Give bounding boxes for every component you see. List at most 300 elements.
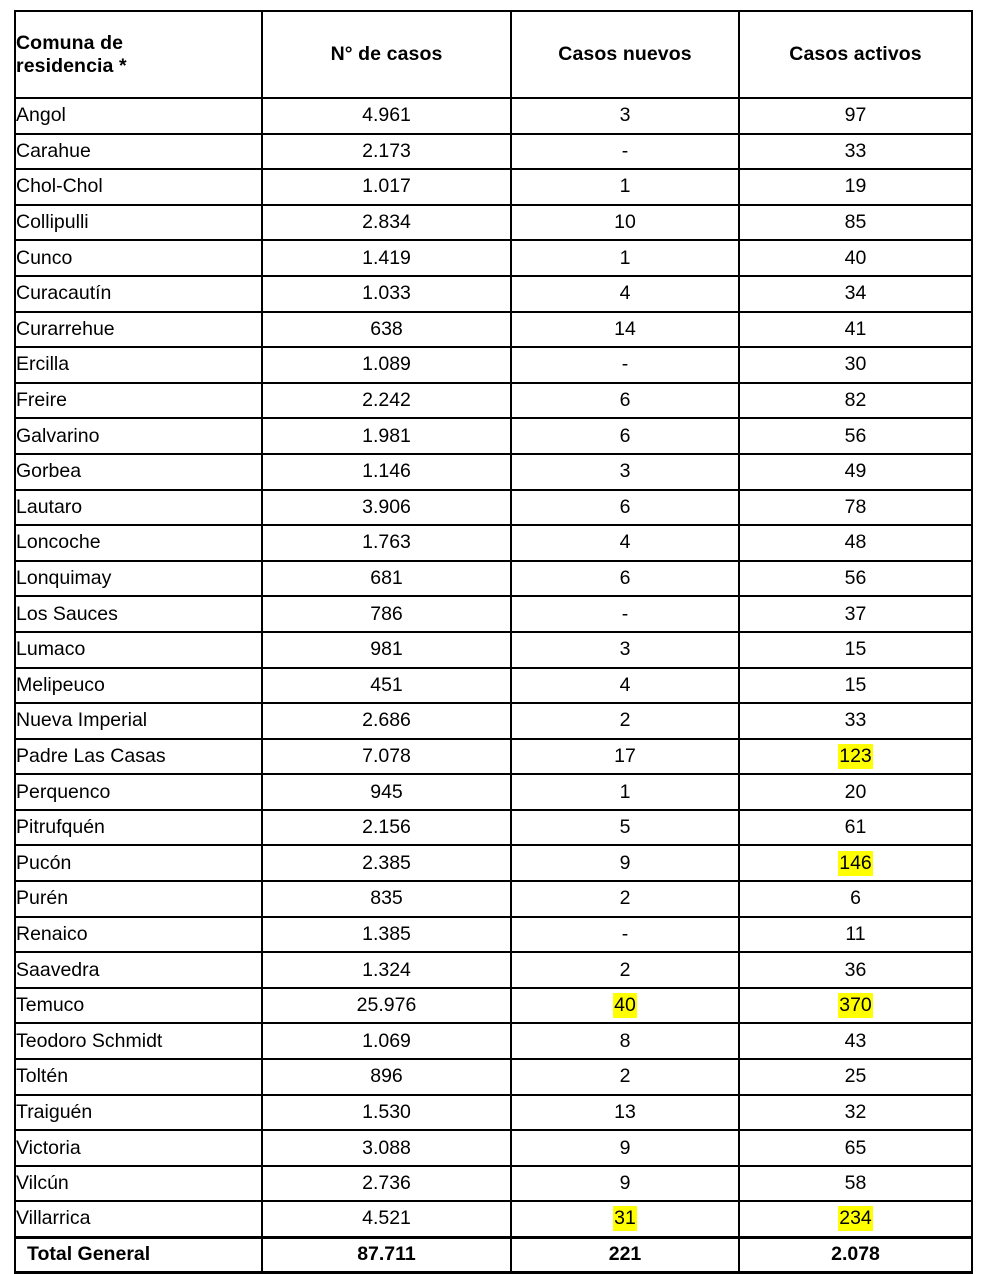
column-header-comuna [15, 11, 262, 98]
table-row [15, 240, 972, 276]
cell-casos-nuevos [511, 952, 739, 988]
cell-casos-value: 1.089 [362, 353, 411, 376]
cell-comuna [15, 774, 262, 810]
cell-casos-nuevos [511, 1095, 739, 1131]
cases-by-commune-table [14, 10, 973, 1274]
cell-casos-value: 1.419 [362, 246, 411, 269]
cell-casos [262, 525, 511, 561]
cell-comuna [15, 596, 262, 632]
cell-casos [262, 1166, 511, 1202]
cell-casos-nuevos-value: 2 [619, 709, 631, 732]
cell-comuna-value: Purén [16, 887, 69, 910]
cell-casos-activos [739, 490, 972, 526]
cell-casos-nuevos [511, 134, 739, 170]
cell-comuna [15, 845, 262, 881]
table-row [15, 1095, 972, 1131]
cell-casos-activos [739, 205, 972, 241]
cell-casos [262, 1201, 511, 1237]
table-row [15, 525, 972, 561]
cell-casos-nuevos [511, 810, 739, 846]
total-casos-nuevos [511, 1237, 739, 1273]
cell-casos-nuevos-value: 1 [619, 780, 631, 803]
table-row [15, 810, 972, 846]
cell-casos-nuevos [511, 1201, 739, 1237]
table-row [15, 312, 972, 348]
cell-casos-activos [739, 917, 972, 953]
cell-comuna [15, 810, 262, 846]
table-row [15, 383, 972, 419]
cell-casos-activos-value: 85 [844, 211, 867, 234]
cell-comuna [15, 1201, 262, 1237]
cell-comuna [15, 169, 262, 205]
cell-casos-value: 4.521 [362, 1207, 411, 1230]
cell-comuna-value: Ercilla [16, 353, 70, 376]
cell-casos-activos [739, 134, 972, 170]
table-row [15, 739, 972, 775]
cell-casos-activos-value: 41 [844, 317, 867, 340]
cell-comuna-value: Los Sauces [16, 602, 118, 625]
cell-comuna-value: Nueva Imperial [16, 709, 148, 732]
table-row [15, 134, 972, 170]
cell-casos-nuevos-value: 17 [614, 744, 636, 767]
cell-comuna [15, 1095, 262, 1131]
cell-casos-activos-value: 32 [844, 1100, 867, 1123]
cell-casos-nuevos-value: - [621, 353, 629, 376]
cell-casos-activos [739, 703, 972, 739]
table-row [15, 169, 972, 205]
cell-casos-activos-value: 97 [844, 104, 867, 127]
cell-casos-activos [739, 276, 972, 312]
table-row [15, 845, 972, 881]
cell-comuna [15, 952, 262, 988]
cell-casos-nuevos [511, 240, 739, 276]
cell-casos-value: 1.981 [362, 424, 411, 447]
table-row [15, 632, 972, 668]
cell-casos-activos [739, 383, 972, 419]
cell-casos-activos-value: 58 [844, 1172, 867, 1195]
cell-casos-value: 2.173 [362, 139, 411, 162]
cell-casos [262, 881, 511, 917]
cell-casos-nuevos-value: 3 [619, 460, 631, 483]
total-casos-value: 87.711 [357, 1243, 416, 1266]
cell-casos-activos [739, 169, 972, 205]
cell-casos-activos-value: 43 [844, 1029, 867, 1052]
cell-comuna-value: Toltén [16, 1065, 69, 1088]
cell-casos-value: 4.961 [362, 104, 411, 127]
cell-casos-activos [739, 454, 972, 490]
cell-casos-nuevos [511, 845, 739, 881]
cell-casos-nuevos [511, 418, 739, 454]
cell-comuna [15, 383, 262, 419]
total-label [15, 1237, 262, 1273]
cell-casos-activos-value: 25 [844, 1065, 867, 1088]
cell-casos-nuevos [511, 1130, 739, 1166]
cell-casos-activos [739, 668, 972, 704]
cell-comuna-value: Galvarino [16, 424, 100, 447]
cell-casos [262, 205, 511, 241]
cell-casos-value: 638 [370, 317, 403, 340]
cell-casos [262, 703, 511, 739]
cell-comuna-value: Collipulli [16, 211, 89, 234]
cell-casos-nuevos [511, 312, 739, 348]
cell-comuna [15, 276, 262, 312]
cell-comuna-value: Carahue [16, 139, 91, 162]
cell-comuna-value: Pucón [16, 851, 72, 874]
cell-comuna-value: Angol [16, 104, 66, 127]
cell-casos [262, 632, 511, 668]
cell-comuna-value: Perquenco [16, 780, 111, 803]
cell-casos-activos-value: 49 [844, 460, 867, 483]
cell-casos-value: 1.324 [362, 958, 411, 981]
table-row [15, 703, 972, 739]
cell-casos-nuevos-value: - [621, 922, 629, 945]
cell-casos-nuevos [511, 1166, 739, 1202]
cell-casos-activos [739, 418, 972, 454]
cell-casos-nuevos [511, 347, 739, 383]
cell-comuna [15, 881, 262, 917]
cell-comuna [15, 240, 262, 276]
table-row [15, 596, 972, 632]
cell-casos-value: 1.763 [362, 531, 411, 554]
cell-casos-nuevos-value: 40 [614, 994, 636, 1017]
cell-comuna-value: Saavedra [16, 958, 100, 981]
cell-casos-nuevos [511, 98, 739, 134]
cell-casos-activos-value: 20 [844, 780, 867, 803]
cell-casos-nuevos [511, 774, 739, 810]
cell-casos-activos-value: 19 [844, 175, 867, 198]
cell-comuna-value: Villarrica [16, 1207, 91, 1230]
cell-casos-nuevos-value: 9 [619, 1172, 631, 1195]
cell-casos [262, 774, 511, 810]
cell-casos [262, 739, 511, 775]
cell-casos-nuevos-value: 3 [619, 638, 631, 661]
cell-casos-value: 835 [370, 887, 403, 910]
cell-casos [262, 917, 511, 953]
cell-comuna [15, 561, 262, 597]
table-row [15, 1201, 972, 1237]
cell-comuna [15, 703, 262, 739]
cell-casos-activos [739, 347, 972, 383]
cell-casos [262, 169, 511, 205]
cell-casos-nuevos-value: 2 [619, 887, 631, 910]
cell-casos-activos-value: 65 [844, 1136, 867, 1159]
cell-casos-value: 2.242 [362, 389, 411, 412]
cell-casos [262, 490, 511, 526]
cell-casos-value: 896 [370, 1065, 403, 1088]
cell-casos-value: 681 [370, 567, 403, 590]
cell-casos [262, 1023, 511, 1059]
cell-casos-activos-value: 61 [844, 816, 867, 839]
cell-comuna [15, 917, 262, 953]
cell-casos-activos [739, 774, 972, 810]
cell-comuna-value: Loncoche [16, 531, 101, 554]
table-row [15, 1023, 972, 1059]
cell-casos-nuevos-value: 6 [619, 567, 631, 590]
cell-casos-activos [739, 739, 972, 775]
table-row [15, 1166, 972, 1202]
cell-casos-activos-value: 11 [845, 922, 866, 945]
cell-casos-nuevos-value: 1 [619, 246, 631, 269]
cell-casos-value: 3.906 [362, 495, 411, 518]
cell-casos [262, 1130, 511, 1166]
cell-casos-value: 3.088 [362, 1136, 411, 1159]
table-row [15, 98, 972, 134]
cell-comuna-value: Lautaro [16, 495, 83, 518]
total-casos [262, 1237, 511, 1273]
cell-comuna-value: Cunco [16, 246, 73, 269]
cell-casos-nuevos-value: 1 [619, 175, 631, 198]
table-row [15, 1130, 972, 1166]
cell-casos-value: 7.078 [362, 744, 411, 767]
cell-casos-nuevos [511, 1023, 739, 1059]
cell-comuna [15, 134, 262, 170]
table-header [15, 11, 972, 98]
cell-casos-activos [739, 561, 972, 597]
cell-casos-activos-value: 15 [844, 673, 867, 696]
column-header-casos: N° de casos [262, 11, 511, 98]
cell-casos-activos [739, 596, 972, 632]
column-header-comuna-line2: residencia * [16, 54, 127, 77]
cell-casos-nuevos-value: 4 [619, 531, 631, 554]
cell-casos-nuevos [511, 632, 739, 668]
cell-casos-nuevos [511, 561, 739, 597]
cell-comuna-value: Curarrehue [16, 317, 115, 340]
cell-casos-nuevos [511, 383, 739, 419]
cell-casos-nuevos-value: 6 [619, 389, 631, 412]
cell-casos-activos [739, 525, 972, 561]
cell-casos-nuevos [511, 739, 739, 775]
cell-comuna-value: Temuco [16, 994, 85, 1017]
cell-comuna-value: Padre Las Casas [16, 744, 166, 767]
cell-comuna [15, 418, 262, 454]
total-casos-activos [739, 1237, 972, 1273]
cell-comuna-value: Renaico [16, 922, 88, 945]
cell-casos-nuevos [511, 596, 739, 632]
cell-casos-activos [739, 1023, 972, 1059]
cell-casos-value: 1.069 [362, 1029, 411, 1052]
cell-casos-activos-value: 48 [844, 531, 867, 554]
cell-casos-activos-value: 33 [844, 139, 867, 162]
cell-casos-activos [739, 881, 972, 917]
cell-casos-nuevos-value: 9 [619, 1136, 631, 1159]
cell-casos-value: 2.834 [362, 211, 411, 234]
table-row [15, 205, 972, 241]
cell-casos-activos-value: 36 [844, 958, 867, 981]
table-row [15, 988, 972, 1024]
cell-casos-nuevos-value: 4 [619, 282, 631, 305]
cell-casos-activos [739, 1095, 972, 1131]
cell-casos-nuevos [511, 881, 739, 917]
cell-comuna [15, 490, 262, 526]
cell-casos [262, 596, 511, 632]
cell-casos-nuevos-value: 6 [619, 495, 631, 518]
table-row [15, 881, 972, 917]
table-row [15, 952, 972, 988]
cell-casos-activos [739, 98, 972, 134]
cases-by-commune-table-container [14, 10, 971, 1274]
cell-casos-nuevos-value: 10 [614, 211, 636, 234]
cell-casos-nuevos [511, 703, 739, 739]
cell-casos-activos [739, 845, 972, 881]
cell-comuna [15, 739, 262, 775]
cell-casos-nuevos [511, 205, 739, 241]
cell-casos-value: 1.385 [362, 922, 411, 945]
cell-casos-value: 981 [370, 638, 403, 661]
table-row [15, 347, 972, 383]
cell-comuna-value: Lonquimay [16, 567, 112, 590]
cell-casos-value: 25.976 [356, 994, 417, 1017]
cell-casos-nuevos-value: 9 [619, 851, 631, 874]
cell-comuna-value: Gorbea [16, 460, 82, 483]
cell-casos [262, 276, 511, 312]
column-header-casos-nuevos: Casos nuevos [511, 11, 739, 98]
cell-casos-activos-value: 34 [844, 282, 867, 305]
table-row [15, 668, 972, 704]
cell-casos-nuevos-value: 13 [614, 1100, 636, 1123]
cell-casos [262, 454, 511, 490]
table-row [15, 276, 972, 312]
cell-casos [262, 988, 511, 1024]
cell-casos [262, 98, 511, 134]
cell-comuna [15, 668, 262, 704]
cell-casos-value: 1.017 [362, 175, 411, 198]
cell-casos-activos-value: 6 [850, 887, 861, 910]
table-total-row [15, 1237, 972, 1273]
cell-casos-activos [739, 1166, 972, 1202]
cell-casos-activos-value: 123 [839, 744, 872, 767]
cell-comuna-value: Lumaco [16, 638, 86, 661]
cell-casos-nuevos [511, 276, 739, 312]
cell-casos-activos-value: 33 [844, 709, 867, 732]
cell-casos-value: 2.686 [362, 709, 411, 732]
cell-casos-nuevos-value: 31 [614, 1207, 636, 1230]
table-row [15, 917, 972, 953]
cell-comuna [15, 1023, 262, 1059]
cell-casos-nuevos-value: 2 [619, 1065, 631, 1088]
cell-comuna [15, 98, 262, 134]
cell-casos [262, 810, 511, 846]
cell-comuna-value: Chol-Chol [16, 175, 103, 198]
cell-casos [262, 1059, 511, 1095]
total-label-value: Total General [27, 1243, 151, 1266]
cell-comuna [15, 454, 262, 490]
cell-casos [262, 240, 511, 276]
cell-casos-nuevos-value: 2 [619, 958, 631, 981]
cell-comuna [15, 525, 262, 561]
cell-casos-activos [739, 988, 972, 1024]
cell-comuna-value: Victoria [16, 1136, 81, 1159]
cell-casos-value: 786 [370, 602, 403, 625]
cell-comuna-value: Pitrufquén [16, 816, 105, 839]
cell-comuna [15, 312, 262, 348]
table-row [15, 418, 972, 454]
cell-casos [262, 561, 511, 597]
cell-casos-activos-value: 37 [844, 602, 867, 625]
table-row [15, 454, 972, 490]
cell-casos [262, 312, 511, 348]
cell-casos-activos-value: 234 [839, 1207, 872, 1230]
cell-casos-activos [739, 1059, 972, 1095]
cell-casos [262, 383, 511, 419]
cell-comuna-value: Traiguén [16, 1100, 93, 1123]
cell-casos-nuevos [511, 169, 739, 205]
table-row [15, 561, 972, 597]
total-casos-nuevos-value: 221 [608, 1243, 642, 1266]
cell-comuna-value: Vilcún [16, 1172, 69, 1195]
column-header-comuna-line1: Comuna de [16, 31, 124, 54]
cell-casos-activos-value: 146 [839, 851, 872, 874]
cell-casos-nuevos-value: 14 [614, 317, 636, 340]
table-row [15, 774, 972, 810]
cell-casos-value: 1.033 [362, 282, 411, 305]
cell-casos [262, 418, 511, 454]
cell-casos-value: 2.156 [362, 816, 411, 839]
cell-casos-activos [739, 1201, 972, 1237]
cell-casos-nuevos [511, 668, 739, 704]
cell-casos-activos-value: 82 [844, 389, 867, 412]
cell-casos-nuevos-value: 4 [619, 673, 631, 696]
cell-comuna-value: Freire [16, 389, 67, 412]
cell-casos-nuevos [511, 1059, 739, 1095]
table-body [15, 98, 972, 1273]
cell-casos [262, 134, 511, 170]
cell-casos-activos [739, 952, 972, 988]
cell-casos [262, 347, 511, 383]
cell-casos-activos-value: 40 [844, 246, 867, 269]
column-header-casos-activos: Casos activos [739, 11, 972, 98]
cell-casos-activos [739, 1130, 972, 1166]
cell-casos-value: 2.736 [362, 1172, 411, 1195]
cell-casos-nuevos [511, 525, 739, 561]
cell-comuna [15, 1166, 262, 1202]
cell-casos-activos [739, 632, 972, 668]
cell-casos-nuevos-value: - [621, 602, 629, 625]
cell-casos-activos [739, 312, 972, 348]
cell-casos-activos-value: 30 [844, 353, 867, 376]
cell-comuna-value: Curacautín [16, 282, 112, 305]
cell-casos [262, 845, 511, 881]
cell-casos-activos-value: 370 [839, 994, 872, 1017]
cell-comuna [15, 632, 262, 668]
table-row [15, 1059, 972, 1095]
cell-casos-value: 2.385 [362, 851, 411, 874]
cell-casos-value: 945 [370, 780, 403, 803]
table-row [15, 490, 972, 526]
cell-comuna [15, 347, 262, 383]
cell-casos-nuevos [511, 917, 739, 953]
cell-casos [262, 1095, 511, 1131]
cell-casos-nuevos-value: 5 [619, 816, 631, 839]
cell-casos-activos-value: 56 [844, 567, 867, 590]
cell-casos-nuevos [511, 454, 739, 490]
cell-casos-value: 1.146 [362, 460, 411, 483]
cell-casos-nuevos-value: 3 [619, 104, 631, 127]
cell-casos-activos-value: 15 [844, 638, 867, 661]
cell-casos-nuevos-value: - [621, 139, 629, 162]
cell-casos-nuevos [511, 490, 739, 526]
cell-comuna-value: Teodoro Schmidt [16, 1029, 163, 1052]
cell-casos [262, 668, 511, 704]
cell-casos-activos-value: 56 [844, 424, 867, 447]
cell-comuna-value: Melipeuco [16, 673, 105, 696]
cell-casos-value: 1.530 [362, 1100, 411, 1123]
cell-comuna [15, 988, 262, 1024]
total-casos-activos-value: 2.078 [831, 1243, 880, 1266]
header-row [15, 11, 972, 98]
cell-comuna [15, 205, 262, 241]
cell-casos-activos-value: 78 [844, 495, 867, 518]
cell-casos-activos [739, 810, 972, 846]
